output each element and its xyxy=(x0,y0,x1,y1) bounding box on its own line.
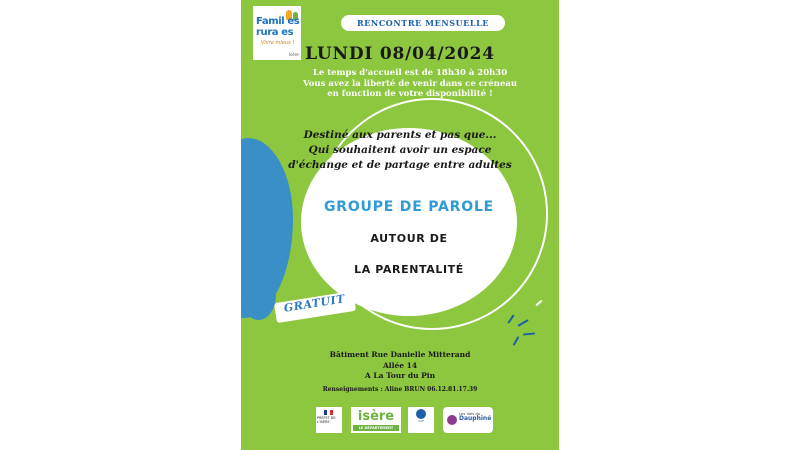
isere-word: isère xyxy=(357,409,395,424)
event-poster xyxy=(241,0,559,450)
logo-text-line1: Famil es xyxy=(256,16,300,27)
logo-tagline: Vivre mieux ! xyxy=(261,40,295,46)
audience-line: d'échange et de partage entre adultes xyxy=(288,159,512,171)
contact-info: Renseignements : Aline BRUN 06.12.81.17.39 xyxy=(322,386,478,393)
free-badge: GRATUIT xyxy=(274,291,356,323)
prefet-label: PRÉFET DE L'ISÈRE xyxy=(317,416,336,424)
french-flag-icon xyxy=(324,410,333,415)
event-date: LUNDI 08/04/2024 xyxy=(305,44,495,64)
event-subtitle-2: LA PARENTALITÉ xyxy=(354,263,464,276)
logo-region: Isère xyxy=(289,52,299,57)
welcome-line: Vous avez la liberté de venir dans ce créneau xyxy=(302,78,518,89)
monthly-meeting-badge: RENCONTRE MENSUELLE xyxy=(341,15,505,31)
address-line: Bâtiment Rue Danielle Mitterand xyxy=(329,350,471,359)
target-audience xyxy=(281,128,519,173)
welcome-line: en fonction de votre disponibilité ! xyxy=(327,89,493,99)
decorative-blue-blob xyxy=(241,270,276,320)
prefet-isere-logo xyxy=(316,407,342,433)
caf-label: CAF xyxy=(418,419,424,423)
vals-prefix: Les Vals du xyxy=(459,411,481,416)
caf-logo xyxy=(408,407,434,433)
vals-emblem-icon xyxy=(447,415,457,425)
vals-du-dauphine-logo xyxy=(443,407,493,433)
event-title: GROUPE DE PAROLE xyxy=(323,199,495,215)
welcome-line: Le temps d'accueil est de 18h30 à 20h30 xyxy=(312,68,508,78)
isere-departement-logo xyxy=(351,407,401,433)
audience-line: Destiné aux parents et pas que... xyxy=(303,129,497,141)
audience-line: Qui souhaitent avoir un espace xyxy=(308,144,492,156)
caf-emblem-icon xyxy=(416,409,426,419)
vals-name: Dauphiné xyxy=(459,414,492,422)
address-line: Allée 14 xyxy=(382,360,418,370)
event-subtitle-1: AUTOUR DE xyxy=(370,232,448,245)
address-line: A La Tour du Pin xyxy=(364,371,436,380)
isere-sub: LE DÉPARTEMENT xyxy=(353,425,399,431)
logo-text-line2: rura es xyxy=(256,27,294,38)
vals-label xyxy=(459,412,491,421)
event-address xyxy=(281,350,519,382)
welcome-info xyxy=(281,68,539,100)
